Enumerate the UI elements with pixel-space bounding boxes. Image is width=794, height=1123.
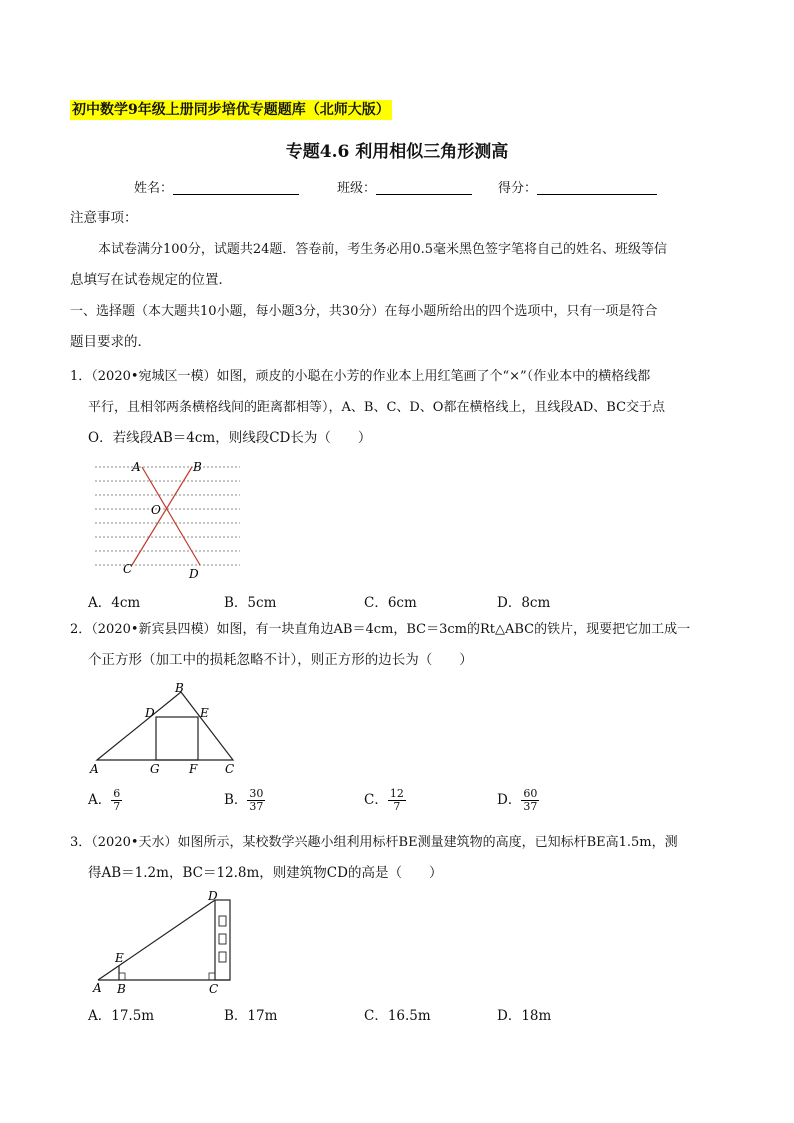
q1-option-a[interactable]: A．4cm xyxy=(88,595,141,611)
q3-option-c[interactable]: C．16.5m xyxy=(364,1008,431,1024)
class-field[interactable] xyxy=(337,177,472,196)
q2-option-d-letter: D． xyxy=(497,792,522,808)
q3-label-E: E xyxy=(115,951,124,965)
q2-option-c-letter: C． xyxy=(364,792,388,808)
q3-option-a[interactable]: A．17.5m xyxy=(88,1008,155,1024)
triangle-ABC xyxy=(97,692,233,760)
notice-line-1: 本试卷满分100分，试题共24题．答卷前，考生务必用0.5毫米黑色签字笔将自己的姓名、班级等信 xyxy=(98,242,668,257)
q2-label-G: G xyxy=(150,762,160,776)
q2-line-1: 2．（2020•新宾县四模）如图，有一块直角边AB＝4cm，BC＝3cm的Rt△ABC的铁片，现要把它加工成一 xyxy=(70,622,691,637)
q1-grid-lines xyxy=(95,467,240,565)
building-window-1 xyxy=(219,916,226,926)
score-field[interactable] xyxy=(498,177,657,196)
q2-option-b-fraction: $\frac{30}{37}$ xyxy=(249,787,264,813)
q2-option-c-fraction: $\frac{12}{7}$ xyxy=(389,787,404,813)
q3-label-D: D xyxy=(208,889,218,903)
name-label: 姓名： xyxy=(134,181,174,196)
q3-label-C: C xyxy=(209,982,219,996)
score-label: 得分： xyxy=(498,181,538,196)
score-blank[interactable] xyxy=(537,180,657,195)
segment-BC xyxy=(132,467,192,565)
building-CD xyxy=(215,900,230,980)
q3-label-A: A xyxy=(93,981,102,995)
building-window-3 xyxy=(219,952,226,962)
right-angle-B xyxy=(119,973,125,980)
class-blank[interactable] xyxy=(376,180,472,195)
q1-label-O: O xyxy=(151,503,161,517)
page-title: 专题4.6 利用相似三角形测高 xyxy=(285,142,509,162)
q1-option-c[interactable]: C．6cm xyxy=(364,595,417,611)
q2-line-2: 个正方形（加工中的损耗忽略不计），则正方形的边长为（ ） xyxy=(88,652,473,668)
q3-option-d[interactable]: D．18m xyxy=(497,1008,552,1024)
q2-option-a-fraction: $\frac{6}{7}$ xyxy=(113,787,121,813)
q2-option-a-letter: A． xyxy=(88,792,112,808)
q1-label-D: D xyxy=(189,567,199,581)
q2-option-a[interactable] xyxy=(88,788,122,813)
q1-option-b[interactable]: B．5cm xyxy=(224,595,277,611)
q2-label-D: D xyxy=(145,706,155,720)
q1-label-C: C xyxy=(123,562,133,576)
q1-label-B: B xyxy=(193,460,202,474)
building-window-2 xyxy=(219,934,226,944)
q2-option-d-fraction: $\frac{60}{37}$ xyxy=(523,787,538,813)
q2-label-E: E xyxy=(200,706,209,720)
q2-label-C: C xyxy=(225,762,235,776)
name-blank[interactable] xyxy=(173,180,299,195)
q2-option-c[interactable] xyxy=(364,788,406,813)
q2-label-A: A xyxy=(90,762,99,776)
notice-heading: 注意事项： xyxy=(70,210,138,226)
q1-line-1: 1．（2020•宛城区一模）如图，顽皮的小聪在小芳的作业本上用红笔画了个“×”（作业本中的横格线都 xyxy=(70,369,651,384)
q2-figure xyxy=(85,680,245,780)
q1-figure xyxy=(90,455,250,585)
q3-figure xyxy=(88,888,248,998)
q1-line-2: 平行，且相邻两条横格线间的距离都相等），A、B、C、D、O都在横格线上，且线段AD、BC交于点 xyxy=(88,400,666,415)
sight-line-AD xyxy=(98,900,215,980)
section-heading-line-2: 题目要求的． xyxy=(70,334,151,350)
q3-option-b[interactable]: B．17m xyxy=(224,1008,278,1024)
section-heading-line-1: 一、选择题（本大题共10小题，每小题3分，共30分）在每小题所给出的四个选项中，只有一项是符合 xyxy=(70,304,658,319)
name-field[interactable] xyxy=(134,177,299,196)
right-angle-C xyxy=(209,973,215,980)
q2-label-B: B xyxy=(175,681,184,695)
q1-option-d[interactable]: D．8cm xyxy=(497,595,551,611)
q3-line-2: 得AB＝1.2m，BC＝12.8m，则建筑物CD的高是（ ） xyxy=(88,865,443,881)
q1-label-A: A xyxy=(132,460,141,474)
square-DEFG xyxy=(156,717,198,760)
class-label: 班级： xyxy=(337,181,377,196)
q3-label-B: B xyxy=(117,982,126,996)
notice-line-2: 息填写在试卷规定的位置． xyxy=(70,272,232,288)
q2-option-b-letter: B． xyxy=(224,792,248,808)
q1-line-3: O．若线段AB＝4cm，则线段CD长为（ ） xyxy=(88,430,372,446)
series-banner: 初中数学9年级上册同步培优专题题库（北师大版） xyxy=(72,102,390,118)
q2-option-d[interactable] xyxy=(497,788,539,813)
q2-label-F: F xyxy=(189,762,198,776)
q3-line-1: 3．（2020•天水）如图所示，某校数学兴趣小组利用标杆BE测量建筑物的高度，已知标杆BE高1.5m，测 xyxy=(70,835,678,850)
q2-option-b[interactable] xyxy=(224,788,265,813)
